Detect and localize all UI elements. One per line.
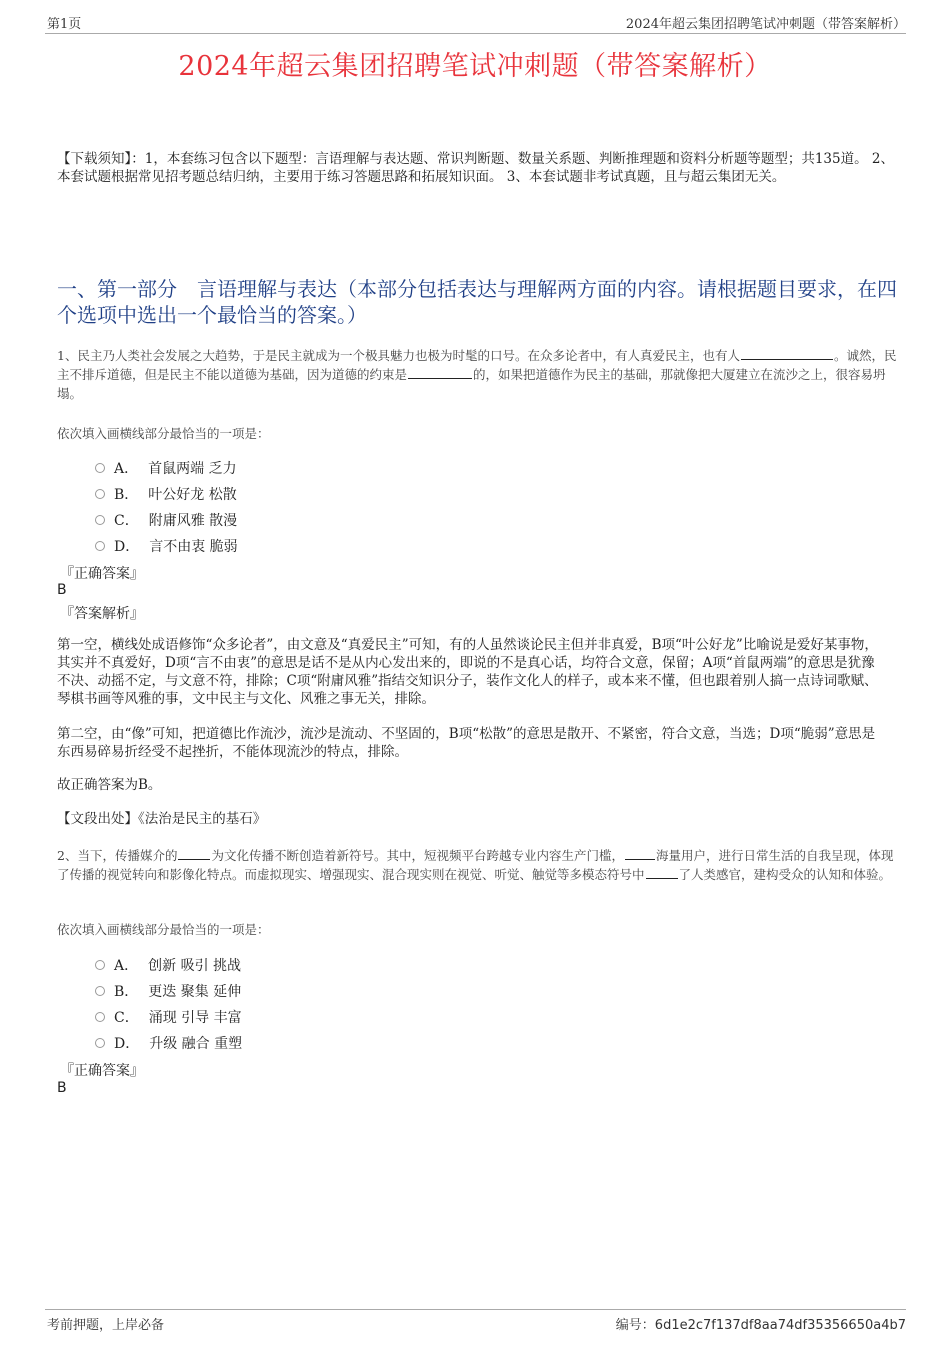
analysis-label: 『答案解析』	[60, 606, 144, 622]
code-value: 6d1e2c7f137df8aa74df35356650a4b7	[654, 1318, 906, 1333]
option-letter: C．	[114, 1010, 139, 1026]
option-letter: A．	[114, 958, 139, 974]
q2-option-a[interactable]	[95, 955, 241, 975]
radio-icon[interactable]	[95, 489, 105, 499]
radio-icon[interactable]	[95, 986, 105, 996]
option-text: 涌现 引导 丰富	[148, 1010, 242, 1026]
footer-divider	[45, 1309, 906, 1310]
q1-option-a[interactable]	[95, 458, 237, 478]
option-letter: A．	[114, 461, 139, 477]
radio-icon[interactable]	[95, 541, 105, 551]
option-text: 创新 吸引 挑战	[148, 958, 242, 974]
q1-answer: B	[57, 582, 67, 598]
footer-slogan: 考前押题，上岸必备	[47, 1318, 165, 1333]
radio-icon[interactable]	[95, 1038, 105, 1048]
option-text: 升级 融合 重塑	[149, 1036, 243, 1052]
page-title: 2024年超云集团招聘笔试冲刺题（带答案解析）	[178, 51, 772, 82]
option-letter: D．	[114, 1036, 140, 1052]
q2-text-part: 海量用户，进行日常生活的自我呈现，体现了传播的视觉转向和影像化特点。而虚拟现实、增强现实、混合现实则在视觉、听觉、触觉等多模态符号中	[57, 848, 894, 882]
fill-blank	[646, 866, 678, 879]
correct-answer-label: 『正确答案』	[60, 1063, 144, 1079]
option-text: 首鼠两端 乏力	[148, 461, 237, 477]
q2-option-d[interactable]	[95, 1033, 242, 1053]
fill-blank	[741, 347, 833, 360]
header-divider	[45, 33, 906, 34]
q2-text-part: 了人类感官，建构受众的认知和体验。	[678, 867, 892, 882]
q1-source: 【文段出处】《法治是民主的基石》	[57, 811, 267, 827]
q2-text-part: 2、当下，传播媒介的	[57, 848, 178, 863]
radio-icon[interactable]	[95, 960, 105, 970]
q1-option-d[interactable]	[95, 536, 238, 556]
q1-option-b[interactable]	[95, 484, 237, 504]
correct-answer-label: 『正确答案』	[60, 566, 144, 582]
option-text: 叶公好龙 松散	[148, 487, 237, 503]
q1-option-c[interactable]	[95, 510, 237, 530]
option-text: 言不由衷 脆弱	[149, 539, 238, 555]
download-notice: 【下载须知】：1，本套练习包含以下题型：言语理解与表达题、常识判断题、数量关系题、判断推理题和资料分析题等题型；共135道。 2、本套试题根据常见招考题总结归纳，主要用于练习答题思路和拓展知识面。 3、本套试题非考试真题，且与超云集团无关。	[57, 151, 894, 185]
q1-text-part: 的，如果把道德作为民主的基础，那就像把大厦建立在流沙之上，很容易坍塌。	[57, 367, 886, 401]
page-number: 第1页	[47, 17, 82, 32]
q1-analysis-2: 第二空，由“像”可知，把道德比作流沙，流沙是流动、不坚固的，B项“松散”的意思是散开、不紧密，符合文意，当选；D项“脆弱”意思是东西易碎易折经受不起挫折，不能体现流沙的特点，排除。	[57, 726, 876, 760]
q2-text-part: 为文化传播不断创造着新符号。其中，短视频平台跨越专业内容生产门槛，	[211, 848, 624, 863]
question-1-prompt: 依次填入画横线部分最恰当的一项是：	[57, 426, 270, 441]
option-text: 附庸风雅 散漫	[148, 513, 238, 529]
radio-icon[interactable]	[95, 515, 105, 525]
q2-answer: B	[57, 1080, 67, 1096]
fill-blank	[178, 847, 210, 860]
radio-icon[interactable]	[95, 1012, 105, 1022]
q1-analysis-1: 第一空，横线处成语修饰“众多论者”，由文意及“真爱民主”可知，有的人虽然谈论民主但并非真爱，B项“叶公好龙”比喻说是爱好某事物，其实并不真爱好，D项“言不由衷”的意思是话不是从内心发出来的，即说的不是真心话，均符合文意，保留；A项“首鼠两端”的意思是犹豫不决、动摇不定，与文意不符，排除；C项“附庸风雅”指结交知识分子，装作文化人的样子，或本来不懂，但也跟着别人搞一点诗词歌赋、琴棋书画等风雅的事，文中民主与文化、风雅之事无关，排除。	[57, 637, 878, 707]
section-heading: 一、第一部分 言语理解与表达（本部分包括表达与理解两方面的内容。请根据题目要求，在四个选项中选出一个最恰当的答案。）	[57, 277, 897, 327]
fill-blank	[625, 847, 655, 860]
q1-text-part: 1、民主乃人类社会发展之大趋势，于是民主就成为一个极具魅力也极为时髦的口号。在众多论者中，有人真爱民主，也有人	[57, 348, 740, 363]
option-letter: C．	[114, 513, 139, 529]
option-letter: D．	[114, 539, 140, 555]
question-2-prompt: 依次填入画横线部分最恰当的一项是：	[57, 922, 270, 937]
header-doc-title: 2024年超云集团招聘笔试冲刺题（带答案解析）	[625, 17, 906, 32]
q1-text-part: 。诚然，民主不排斥道德，但是民主不能以道德为基础，因为道德的约束是	[57, 348, 897, 382]
code-label: 编号：	[615, 1318, 655, 1333]
fill-blank	[408, 366, 472, 379]
footer-code	[616, 1314, 906, 1333]
q2-option-c[interactable]	[95, 1007, 242, 1027]
q1-conclusion: 故正确答案为B。	[57, 777, 162, 793]
radio-icon[interactable]	[95, 463, 105, 473]
question-1-text	[57, 346, 897, 403]
option-letter: B．	[114, 487, 139, 503]
question-2-text	[57, 846, 897, 884]
option-letter: B．	[114, 984, 139, 1000]
q2-option-b[interactable]	[95, 981, 241, 1001]
option-text: 更迭 聚集 延伸	[148, 984, 242, 1000]
